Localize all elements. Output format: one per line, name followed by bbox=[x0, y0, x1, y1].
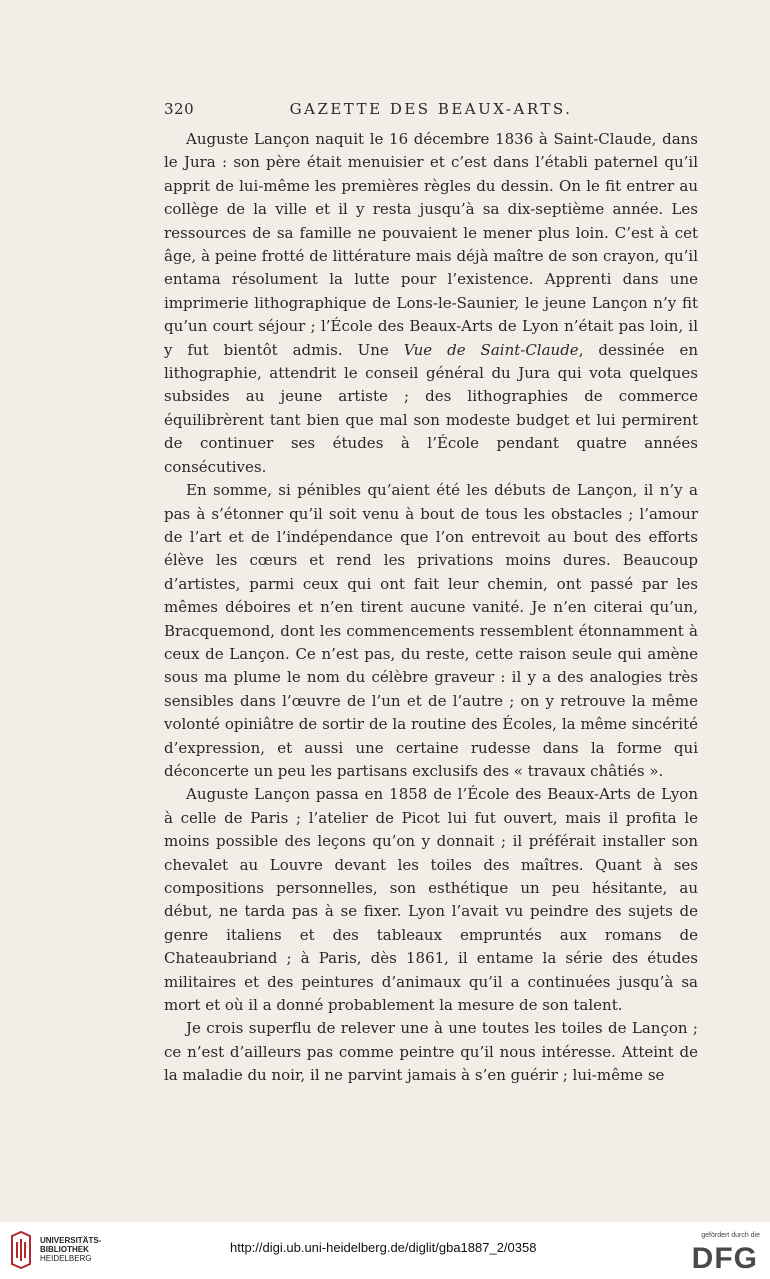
university-library-name bbox=[40, 1236, 101, 1263]
university-library-logo-icon bbox=[8, 1230, 34, 1270]
library-name-line-1: UNIVERSITÄTS- bbox=[40, 1236, 102, 1245]
library-name-line-3: HEIDELBERG bbox=[40, 1254, 92, 1263]
library-name-line-2: BIBLIOTHEK bbox=[40, 1245, 89, 1254]
permalink-url[interactable]: http://digi.ub.uni-heidelberg.de/diglit/gba1887_2/0358 bbox=[230, 1240, 537, 1255]
paragraph-2: En somme, si pénibles qu’aient été les débuts de Lançon, il n’y a pas à s’étonner qu’il soit venu à bout de tous les obstacles ; l’amour de l’art et de l’indépendance que l’on entrevoit au bout des efforts élève les cœurs et rend les privations moins dures. Beaucoup d’artistes, parmi ceux qui ont fait leur chemin, ont passé par les mêmes déboires et n’en tirent aucune vanité. Je n’en citerai qu’un, Bracquemond, dont les commencements ressemblent étonnamment à ceux de Lançon. Ce n’est pas, du reste, cette raison seule qui amène sous ma plume le nom du célèbre graveur : il y a des analogies très sensibles dans l’œuvre de l’un et de l’autre ; on y retrouve la même volonté opiniâtre de sortir de la routine des Écoles, la même sincérité d’expression, et aussi une certaine rudesse dans la forme qui déconcerte un peu les partisans exclusifs des « travaux châtiés ». bbox=[164, 481, 698, 780]
paragraph-3: Auguste Lançon passa en 1858 de l’École des Beaux-Arts de Lyon à celle de Paris ; l’atelier de Picot lui fut ouvert, mais il profita le moins possible des leçons qu’on y donnait ; il préférait installer son chevalet au Louvre devant les toiles des maîtres. Quant à ses compositions personnelles, son esthétique un peu hésitante, au début, ne tarda pas à se fixer. Lyon l’avait vu peindre des sujets de genre italiens et des tableaux empruntés aux romans de Chateaubriand ; à Paris, dès 1861, il entame la série des études militaires et des peintures d’animaux qu’il a continuées jusqu’à sa mort et où il a donné probablement la mesure de son talent. bbox=[164, 785, 698, 1015]
page-number: 320 bbox=[164, 100, 195, 118]
paragraph-1-text-a: Auguste Lançon naquit le 16 décembre 1836 à Saint-Claude, dans le Jura : son père était menuisier et c’est dans l’établi paternel qu’il apprit de lui-même les premières règles du dessin. On le fit entrer au collège de la ville et il y resta jusqu’à sa dix-septième année. Les ressources de sa famille ne pouvaient le mener plus loin. C’est à cet âge, à peine frotté de littérature mais déjà maître de son crayon, qu’il entama résolument la lutte pour l’existence. Apprenti dans une imprimerie lithographique de Lons-le-Saunier, le jeune Lançon n’y fit qu’un court séjour ; l’École des Beaux-Arts de Lyon n’était pas loin, il y fut bientôt admis. Une bbox=[164, 130, 698, 359]
running-title: GAZETTE DES BEAUX-ARTS. bbox=[289, 100, 573, 118]
funding-caption: gefördert durch die bbox=[701, 1232, 760, 1239]
paragraph-1 bbox=[164, 128, 698, 479]
artwork-title: Vue de Saint-Claude bbox=[403, 340, 579, 359]
article-body bbox=[164, 128, 698, 1088]
paragraph-1-text-b: , dessinée en lithographie, attendrit le conseil général du Jura qui vota quelques subsides au jeune artiste ; des lithographies de commerce équilibrèrent tant bien que mal son modeste budget et lui permirent de continuer ses études à l’École pendant quatre années consécutives. bbox=[164, 340, 698, 476]
dfg-logo-icon: DFG bbox=[691, 1242, 758, 1275]
digitization-footer bbox=[0, 1222, 770, 1279]
page-header bbox=[164, 100, 698, 122]
paragraph-4: Je crois superflu de relever une à une toutes les toiles de Lançon ; ce n’est d’ailleurs pas comme peintre qu’il nous intéresse. Atteint de la maladie du noir, il ne parvint jamais à s’en guérir ; lui-même se bbox=[164, 1019, 698, 1085]
